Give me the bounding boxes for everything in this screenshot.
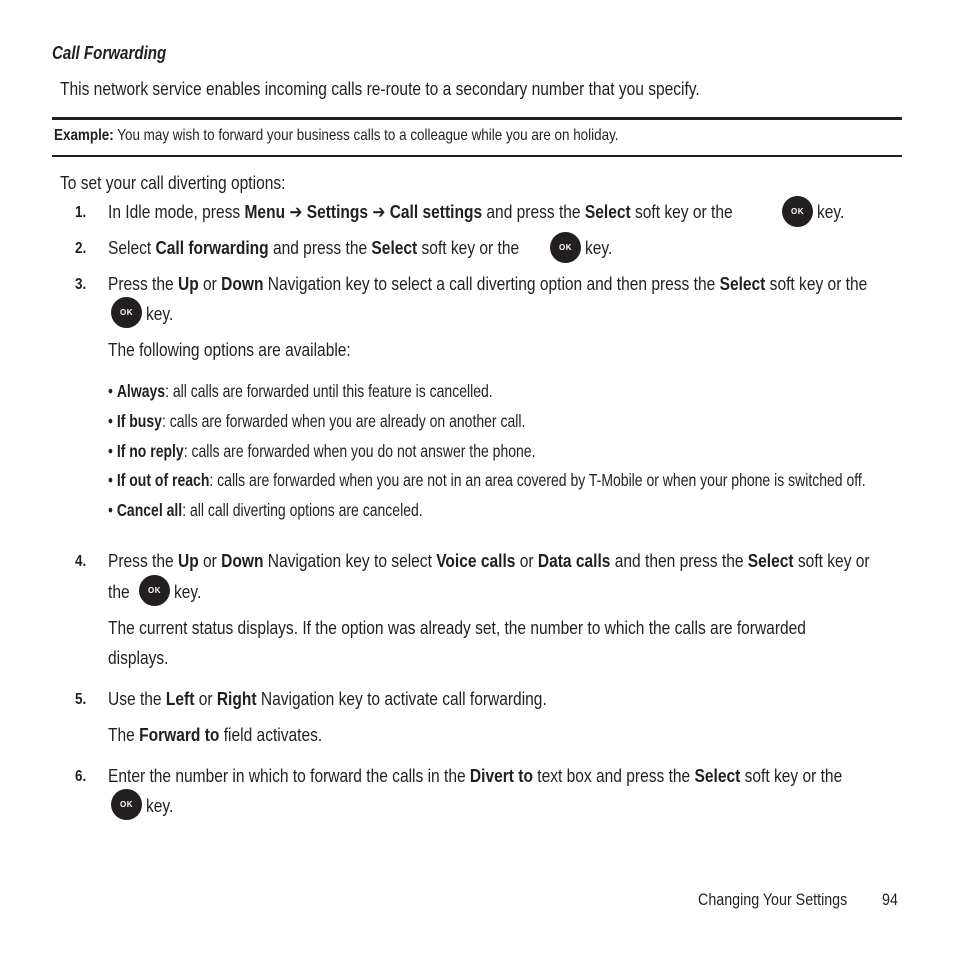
example-note xyxy=(54,127,726,145)
step-4-the: the xyxy=(108,581,130,602)
option-item: • If out of reach: calls are forwarded when you are not in an area covered by T-Mobile or when your phone is switched off. xyxy=(108,470,866,490)
set-options-text: To set your call diverting options: xyxy=(60,172,286,193)
step-4-text: Press the Up or Down Navigation key to select Voice calls or Data calls and then press the Select soft key or xyxy=(108,550,870,571)
step-3-key-text: key. xyxy=(146,303,174,324)
ok-key-icon: OK xyxy=(139,575,170,606)
step-1-key-text: key. xyxy=(817,201,845,222)
heading-text: Call Forwarding xyxy=(52,43,167,63)
status-paragraph-line1: The current status displays. If the option was already set, the number to which the calls are forwarded xyxy=(108,617,806,638)
option-item: • Always: all calls are forwarded until this feature is cancelled. xyxy=(108,381,493,401)
ok-key-icon: OK xyxy=(111,789,142,820)
example-top-rule xyxy=(52,117,902,120)
step-number: 5. xyxy=(75,691,87,708)
status-paragraph-line2: displays. xyxy=(108,647,169,668)
step-number: 6. xyxy=(75,768,87,785)
footer-section-title: Changing Your Settings xyxy=(698,890,848,909)
step-number: 1. xyxy=(75,204,87,221)
ok-key-icon: OK xyxy=(550,232,581,263)
forward-to-text: The Forward to field activates. xyxy=(108,724,323,745)
example-label: Example: xyxy=(54,127,114,144)
example-text: You may wish to forward your business calls to a colleague while you are on holiday. xyxy=(113,127,619,144)
step-6-key-text: key. xyxy=(146,795,174,816)
step-4-key-text: key. xyxy=(174,581,202,602)
step-2-key-text: key. xyxy=(585,237,613,258)
step-5-text: Use the Left or Right Navigation key to activate call forwarding. xyxy=(108,688,547,709)
options-intro: The following options are available: xyxy=(108,339,351,360)
step-3-text: Press the Up or Down Navigation key to select a call diverting option and then press the Select soft key or the xyxy=(108,273,868,294)
step-number: 3. xyxy=(75,276,87,293)
step-2-text: Select Call forwarding and press the Select soft key or the xyxy=(108,237,520,258)
step-number: 4. xyxy=(75,553,87,570)
step-1-text: In Idle mode, press Menu ➔ Settings ➔ Call settings and press the Select soft key or the xyxy=(108,201,733,222)
option-item: • If busy: calls are forwarded when you are already on another call. xyxy=(108,411,526,431)
option-item: • If no reply: calls are forwarded when you do not answer the phone. xyxy=(108,441,536,461)
ok-key-icon: OK xyxy=(782,196,813,227)
section-heading xyxy=(52,43,188,64)
step-number: 2. xyxy=(75,240,87,257)
ok-key-icon: OK xyxy=(111,297,142,328)
example-bottom-rule xyxy=(52,155,902,157)
intro-paragraph: This network service enables incoming calls re-route to a secondary number that you specify. xyxy=(60,78,700,99)
page-number: 94 xyxy=(882,890,898,909)
option-item: • Cancel all: all call diverting options are canceled. xyxy=(108,500,423,520)
step-6-text: Enter the number in which to forward the calls in the Divert to text box and press the Select soft key or the xyxy=(108,765,843,786)
